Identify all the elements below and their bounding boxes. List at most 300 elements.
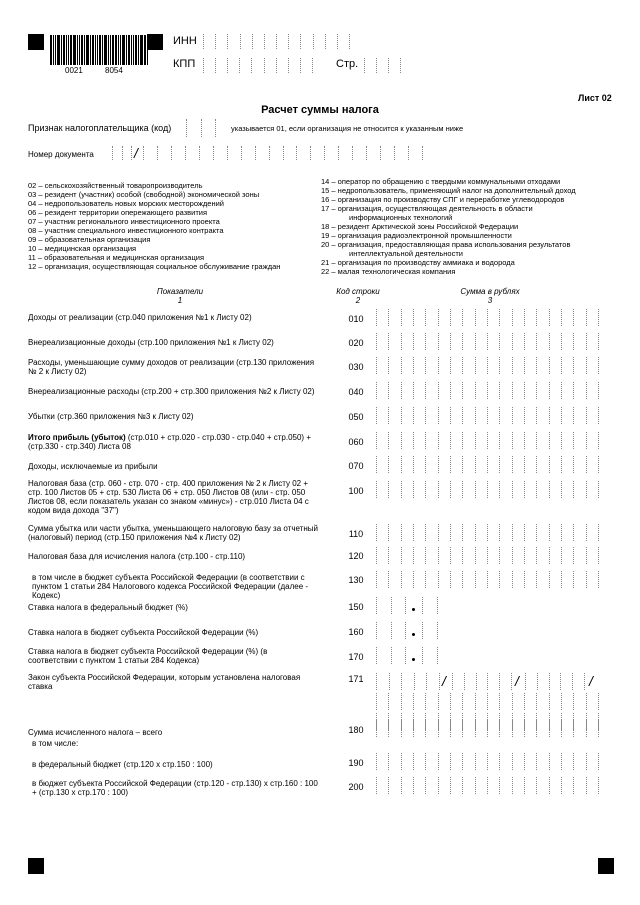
input-cell[interactable] xyxy=(573,693,585,710)
input-cell[interactable] xyxy=(394,146,408,160)
input-cell[interactable] xyxy=(512,432,524,449)
input-cell[interactable] xyxy=(380,146,394,160)
input-cell[interactable] xyxy=(487,571,499,588)
input-cell[interactable] xyxy=(462,693,474,710)
input-cell[interactable] xyxy=(536,777,548,794)
input-cell[interactable] xyxy=(391,597,407,614)
input-cell[interactable] xyxy=(536,720,548,737)
input-cell[interactable] xyxy=(462,333,474,350)
input-cell[interactable] xyxy=(425,693,437,710)
input-cell[interactable] xyxy=(586,407,599,424)
input-cell[interactable] xyxy=(241,146,255,160)
input-cell[interactable] xyxy=(401,309,413,326)
page-number-field[interactable] xyxy=(364,58,401,73)
input-cell[interactable] xyxy=(586,571,599,588)
input-cell[interactable] xyxy=(586,382,599,399)
input-cell[interactable] xyxy=(324,146,338,160)
input-cell[interactable] xyxy=(536,571,548,588)
input-cell[interactable] xyxy=(561,456,573,473)
input-cell[interactable] xyxy=(300,58,313,73)
amount-field-180[interactable] xyxy=(376,720,599,737)
input-cell[interactable] xyxy=(462,382,474,399)
input-cell[interactable] xyxy=(512,333,524,350)
input-cell[interactable] xyxy=(475,720,487,737)
input-cell[interactable] xyxy=(401,333,413,350)
input-cell[interactable] xyxy=(536,524,548,541)
input-cell[interactable] xyxy=(549,481,561,498)
input-cell[interactable] xyxy=(389,673,402,690)
input-cell[interactable] xyxy=(561,333,573,350)
input-cell[interactable] xyxy=(213,146,227,160)
input-cell[interactable] xyxy=(388,456,400,473)
input-cell[interactable] xyxy=(536,456,548,473)
input-cell[interactable] xyxy=(524,456,536,473)
input-cell[interactable] xyxy=(413,432,425,449)
input-cell[interactable] xyxy=(536,481,548,498)
input-cell[interactable] xyxy=(525,673,537,690)
input-cell[interactable] xyxy=(376,777,388,794)
input-cell[interactable] xyxy=(376,333,388,350)
input-cell[interactable] xyxy=(536,357,548,374)
rate-integer-field-150[interactable] xyxy=(376,597,406,614)
input-cell[interactable] xyxy=(391,622,407,639)
input-cell[interactable] xyxy=(524,524,536,541)
input-cell[interactable] xyxy=(388,693,400,710)
input-cell[interactable] xyxy=(425,571,437,588)
input-cell[interactable] xyxy=(450,720,462,737)
input-cell[interactable] xyxy=(462,456,474,473)
input-cell[interactable] xyxy=(549,753,561,770)
input-cell[interactable] xyxy=(413,524,425,541)
input-cell[interactable] xyxy=(536,547,548,564)
input-cell[interactable] xyxy=(438,456,450,473)
input-cell[interactable] xyxy=(512,547,524,564)
input-cell[interactable] xyxy=(573,407,585,424)
input-cell[interactable] xyxy=(401,456,413,473)
input-cell[interactable] xyxy=(438,407,450,424)
input-cell[interactable] xyxy=(401,432,413,449)
input-cell[interactable] xyxy=(512,571,524,588)
input-cell[interactable] xyxy=(401,357,413,374)
input-cell[interactable] xyxy=(561,720,573,737)
input-cell[interactable] xyxy=(475,407,487,424)
input-cell[interactable] xyxy=(499,524,511,541)
input-cell[interactable] xyxy=(524,333,536,350)
amount-field-110[interactable] xyxy=(376,524,599,541)
law-number-field-part2[interactable] xyxy=(452,673,512,690)
input-cell[interactable] xyxy=(524,407,536,424)
input-cell[interactable] xyxy=(475,333,487,350)
input-cell[interactable] xyxy=(310,146,324,160)
input-cell[interactable] xyxy=(464,673,476,690)
input-cell[interactable] xyxy=(401,571,413,588)
input-cell[interactable] xyxy=(512,524,524,541)
rate-integer-field-170[interactable] xyxy=(376,647,406,664)
input-cell[interactable] xyxy=(450,382,462,399)
input-cell[interactable] xyxy=(499,720,511,737)
input-cell[interactable] xyxy=(376,58,388,73)
input-cell[interactable] xyxy=(499,432,511,449)
input-cell[interactable] xyxy=(561,571,573,588)
amount-field-130[interactable] xyxy=(376,571,599,588)
input-cell[interactable] xyxy=(376,571,388,588)
input-cell[interactable] xyxy=(376,524,388,541)
input-cell[interactable] xyxy=(487,333,499,350)
input-cell[interactable] xyxy=(475,571,487,588)
input-cell[interactable] xyxy=(438,547,450,564)
input-cell[interactable] xyxy=(561,407,573,424)
input-cell[interactable] xyxy=(586,481,599,498)
input-cell[interactable] xyxy=(313,34,325,49)
input-cell[interactable] xyxy=(487,456,499,473)
input-cell[interactable] xyxy=(438,382,450,399)
input-cell[interactable] xyxy=(487,524,499,541)
input-cell[interactable] xyxy=(239,58,251,73)
input-cell[interactable] xyxy=(388,547,400,564)
input-cell[interactable] xyxy=(438,309,450,326)
input-cell[interactable] xyxy=(524,777,536,794)
input-cell[interactable] xyxy=(524,720,536,737)
input-cell[interactable] xyxy=(462,309,474,326)
input-cell[interactable] xyxy=(450,524,462,541)
input-cell[interactable] xyxy=(475,777,487,794)
input-cell[interactable] xyxy=(122,146,133,160)
amount-field-200[interactable] xyxy=(376,777,599,794)
input-cell[interactable] xyxy=(450,456,462,473)
input-cell[interactable] xyxy=(338,146,352,160)
input-cell[interactable] xyxy=(388,58,401,73)
input-cell[interactable] xyxy=(462,571,474,588)
input-cell[interactable] xyxy=(475,524,487,541)
input-cell[interactable] xyxy=(391,647,407,664)
input-cell[interactable] xyxy=(414,673,427,690)
input-cell[interactable] xyxy=(573,357,585,374)
input-cell[interactable] xyxy=(524,547,536,564)
rate-integer-field-160[interactable] xyxy=(376,622,406,639)
input-cell[interactable] xyxy=(462,357,474,374)
input-cell[interactable] xyxy=(376,753,388,770)
input-cell[interactable] xyxy=(549,720,561,737)
input-cell[interactable] xyxy=(512,777,524,794)
input-cell[interactable] xyxy=(536,693,548,710)
input-cell[interactable] xyxy=(112,146,122,160)
input-cell[interactable] xyxy=(475,753,487,770)
input-cell[interactable] xyxy=(475,456,487,473)
input-cell[interactable] xyxy=(499,673,512,690)
input-cell[interactable] xyxy=(586,456,599,473)
amount-field-020[interactable] xyxy=(376,333,599,350)
input-cell[interactable] xyxy=(524,309,536,326)
input-cell[interactable] xyxy=(388,571,400,588)
input-cell[interactable] xyxy=(561,357,573,374)
input-cell[interactable] xyxy=(376,407,388,424)
input-cell[interactable] xyxy=(487,382,499,399)
input-cell[interactable] xyxy=(388,333,400,350)
input-cell[interactable] xyxy=(422,622,438,639)
input-cell[interactable] xyxy=(586,777,599,794)
input-cell[interactable] xyxy=(185,146,199,160)
input-cell[interactable] xyxy=(561,753,573,770)
law-number-field-part3[interactable] xyxy=(525,673,585,690)
input-cell[interactable] xyxy=(586,309,599,326)
input-cell[interactable] xyxy=(199,146,213,160)
input-cell[interactable] xyxy=(376,357,388,374)
rate-fraction-field-160[interactable] xyxy=(422,622,438,639)
input-cell[interactable] xyxy=(422,647,438,664)
input-cell[interactable] xyxy=(536,432,548,449)
input-cell[interactable] xyxy=(276,34,288,49)
input-cell[interactable] xyxy=(560,673,572,690)
input-cell[interactable] xyxy=(462,524,474,541)
input-cell[interactable] xyxy=(549,673,561,690)
input-cell[interactable] xyxy=(499,753,511,770)
input-cell[interactable] xyxy=(143,146,157,160)
input-cell[interactable] xyxy=(450,693,462,710)
input-cell[interactable] xyxy=(425,777,437,794)
law-number-field-part1[interactable] xyxy=(376,673,440,690)
input-cell[interactable] xyxy=(276,58,288,73)
input-cell[interactable] xyxy=(573,777,585,794)
input-cell[interactable] xyxy=(425,753,437,770)
input-cell[interactable] xyxy=(376,622,391,639)
input-cell[interactable] xyxy=(425,481,437,498)
input-cell[interactable] xyxy=(524,432,536,449)
input-cell[interactable] xyxy=(388,432,400,449)
input-cell[interactable] xyxy=(524,693,536,710)
input-cell[interactable] xyxy=(462,407,474,424)
input-cell[interactable] xyxy=(401,547,413,564)
input-cell[interactable] xyxy=(462,777,474,794)
input-cell[interactable] xyxy=(524,481,536,498)
input-cell[interactable] xyxy=(288,58,300,73)
input-cell[interactable] xyxy=(499,333,511,350)
input-cell[interactable] xyxy=(573,432,585,449)
input-cell[interactable] xyxy=(401,693,413,710)
input-cell[interactable] xyxy=(376,456,388,473)
input-cell[interactable] xyxy=(512,382,524,399)
input-cell[interactable] xyxy=(549,407,561,424)
input-cell[interactable] xyxy=(413,333,425,350)
input-cell[interactable] xyxy=(388,309,400,326)
input-cell[interactable] xyxy=(573,481,585,498)
input-cell[interactable] xyxy=(438,481,450,498)
document-number-prefix-field[interactable] xyxy=(112,146,132,160)
input-cell[interactable] xyxy=(283,146,297,160)
input-cell[interactable] xyxy=(475,357,487,374)
input-cell[interactable] xyxy=(388,481,400,498)
input-cell[interactable] xyxy=(425,456,437,473)
input-cell[interactable] xyxy=(524,357,536,374)
rate-fraction-field-150[interactable] xyxy=(422,597,438,614)
input-cell[interactable] xyxy=(388,524,400,541)
input-cell[interactable] xyxy=(388,357,400,374)
input-cell[interactable] xyxy=(215,58,227,73)
input-cell[interactable] xyxy=(425,547,437,564)
input-cell[interactable] xyxy=(512,309,524,326)
taxpayer-sign-field[interactable] xyxy=(186,119,216,137)
input-cell[interactable] xyxy=(549,571,561,588)
input-cell[interactable] xyxy=(573,382,585,399)
input-cell[interactable] xyxy=(573,720,585,737)
input-cell[interactable] xyxy=(376,673,389,690)
input-cell[interactable] xyxy=(388,753,400,770)
input-cell[interactable] xyxy=(426,673,440,690)
input-cell[interactable] xyxy=(425,382,437,399)
input-cell[interactable] xyxy=(413,357,425,374)
amount-field-190[interactable] xyxy=(376,753,599,770)
input-cell[interactable] xyxy=(438,693,450,710)
input-cell[interactable] xyxy=(450,407,462,424)
input-cell[interactable] xyxy=(401,673,414,690)
input-cell[interactable] xyxy=(413,309,425,326)
input-cell[interactable] xyxy=(561,693,573,710)
input-cell[interactable] xyxy=(487,407,499,424)
input-cell[interactable] xyxy=(388,407,400,424)
input-cell[interactable] xyxy=(227,34,239,49)
input-cell[interactable] xyxy=(487,547,499,564)
input-cell[interactable] xyxy=(499,309,511,326)
input-cell[interactable] xyxy=(499,571,511,588)
amount-field-100[interactable] xyxy=(376,481,599,498)
input-cell[interactable] xyxy=(573,753,585,770)
input-cell[interactable] xyxy=(475,382,487,399)
rate-fraction-field-170[interactable] xyxy=(422,647,438,664)
input-cell[interactable] xyxy=(450,571,462,588)
input-cell[interactable] xyxy=(561,309,573,326)
input-cell[interactable] xyxy=(376,597,391,614)
input-cell[interactable] xyxy=(388,382,400,399)
input-cell[interactable] xyxy=(450,309,462,326)
input-cell[interactable] xyxy=(475,693,487,710)
input-cell[interactable] xyxy=(537,673,549,690)
input-cell[interactable] xyxy=(573,456,585,473)
input-cell[interactable] xyxy=(401,720,413,737)
input-cell[interactable] xyxy=(475,481,487,498)
input-cell[interactable] xyxy=(487,309,499,326)
input-cell[interactable] xyxy=(586,524,599,541)
input-cell[interactable] xyxy=(413,456,425,473)
input-cell[interactable] xyxy=(450,547,462,564)
input-cell[interactable] xyxy=(487,357,499,374)
amount-field-070[interactable] xyxy=(376,456,599,473)
input-cell[interactable] xyxy=(586,357,599,374)
input-cell[interactable] xyxy=(388,777,400,794)
input-cell[interactable] xyxy=(413,571,425,588)
kpp-field[interactable] xyxy=(203,58,313,73)
input-cell[interactable] xyxy=(425,432,437,449)
input-cell[interactable] xyxy=(401,481,413,498)
input-cell[interactable] xyxy=(487,673,499,690)
input-cell[interactable] xyxy=(512,720,524,737)
input-cell[interactable] xyxy=(573,309,585,326)
input-cell[interactable] xyxy=(499,456,511,473)
input-cell[interactable] xyxy=(186,119,201,137)
input-cell[interactable] xyxy=(512,407,524,424)
input-cell[interactable] xyxy=(201,119,217,137)
input-cell[interactable] xyxy=(524,382,536,399)
input-cell[interactable] xyxy=(255,146,269,160)
input-cell[interactable] xyxy=(499,777,511,794)
input-cell[interactable] xyxy=(450,432,462,449)
input-cell[interactable] xyxy=(438,432,450,449)
input-cell[interactable] xyxy=(388,720,400,737)
amount-field-120[interactable] xyxy=(376,547,599,564)
input-cell[interactable] xyxy=(512,456,524,473)
input-cell[interactable] xyxy=(438,720,450,737)
input-cell[interactable] xyxy=(499,547,511,564)
input-cell[interactable] xyxy=(413,382,425,399)
input-cell[interactable] xyxy=(325,34,337,49)
input-cell[interactable] xyxy=(512,481,524,498)
input-cell[interactable] xyxy=(240,34,252,49)
input-cell[interactable] xyxy=(561,547,573,564)
input-cell[interactable] xyxy=(561,777,573,794)
input-cell[interactable] xyxy=(561,382,573,399)
input-cell[interactable] xyxy=(425,524,437,541)
input-cell[interactable] xyxy=(376,720,388,737)
input-cell[interactable] xyxy=(487,481,499,498)
input-cell[interactable] xyxy=(586,333,599,350)
inn-field[interactable] xyxy=(203,34,350,49)
input-cell[interactable] xyxy=(561,481,573,498)
input-cell[interactable] xyxy=(376,547,388,564)
input-cell[interactable] xyxy=(450,481,462,498)
input-cell[interactable] xyxy=(425,333,437,350)
input-cell[interactable] xyxy=(475,309,487,326)
law-name-field-line2[interactable] xyxy=(376,693,599,710)
input-cell[interactable] xyxy=(549,357,561,374)
input-cell[interactable] xyxy=(413,693,425,710)
input-cell[interactable] xyxy=(288,34,300,49)
input-cell[interactable] xyxy=(366,146,380,160)
input-cell[interactable] xyxy=(462,753,474,770)
input-cell[interactable] xyxy=(524,753,536,770)
input-cell[interactable] xyxy=(364,58,376,73)
input-cell[interactable] xyxy=(401,407,413,424)
input-cell[interactable] xyxy=(401,753,413,770)
input-cell[interactable] xyxy=(549,777,561,794)
input-cell[interactable] xyxy=(203,58,215,73)
input-cell[interactable] xyxy=(252,34,264,49)
input-cell[interactable] xyxy=(512,693,524,710)
input-cell[interactable] xyxy=(438,753,450,770)
input-cell[interactable] xyxy=(376,647,391,664)
input-cell[interactable] xyxy=(499,481,511,498)
input-cell[interactable] xyxy=(264,58,276,73)
input-cell[interactable] xyxy=(452,673,464,690)
input-cell[interactable] xyxy=(269,146,283,160)
input-cell[interactable] xyxy=(536,309,548,326)
input-cell[interactable] xyxy=(376,382,388,399)
input-cell[interactable] xyxy=(536,333,548,350)
input-cell[interactable] xyxy=(573,547,585,564)
input-cell[interactable] xyxy=(450,753,462,770)
input-cell[interactable] xyxy=(438,777,450,794)
input-cell[interactable] xyxy=(549,382,561,399)
input-cell[interactable] xyxy=(586,547,599,564)
input-cell[interactable] xyxy=(450,777,462,794)
input-cell[interactable] xyxy=(450,333,462,350)
input-cell[interactable] xyxy=(157,146,171,160)
input-cell[interactable] xyxy=(462,481,474,498)
input-cell[interactable] xyxy=(413,720,425,737)
input-cell[interactable] xyxy=(337,34,350,49)
input-cell[interactable] xyxy=(462,720,474,737)
input-cell[interactable] xyxy=(401,777,413,794)
input-cell[interactable] xyxy=(499,693,511,710)
input-cell[interactable] xyxy=(586,720,599,737)
input-cell[interactable] xyxy=(499,382,511,399)
